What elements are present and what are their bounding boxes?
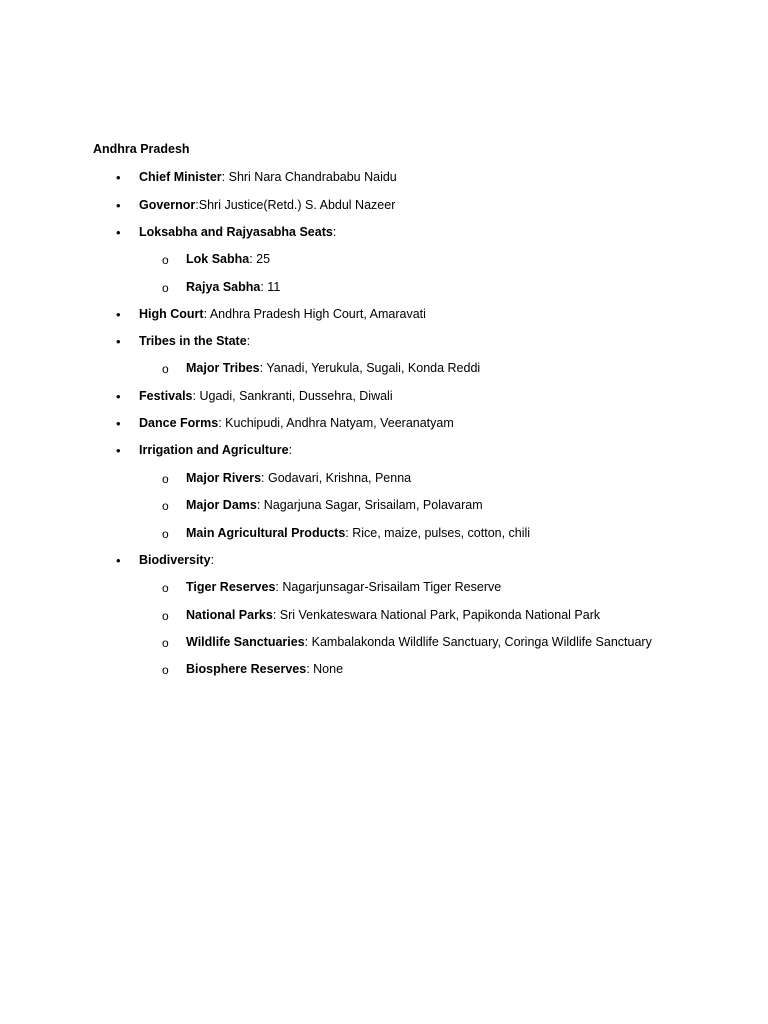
sub-list-item bbox=[162, 497, 483, 514]
list-item bbox=[116, 415, 454, 432]
circle-bullet-icon: o bbox=[162, 362, 169, 376]
list-item bbox=[116, 388, 393, 405]
bullet-icon: • bbox=[116, 553, 121, 568]
document-title: Andhra Pradesh bbox=[93, 142, 190, 156]
item-label: Major Tribes bbox=[186, 361, 260, 375]
bullet-icon: • bbox=[116, 170, 121, 185]
item-value: : Yanadi, Yerukula, Sugali, Konda Reddi bbox=[259, 361, 481, 375]
item-value: : None bbox=[306, 662, 344, 676]
sub-list-item bbox=[162, 525, 531, 542]
circle-bullet-icon: o bbox=[162, 527, 169, 541]
sub-list-item bbox=[162, 607, 601, 624]
list-item bbox=[116, 169, 397, 186]
bullet-icon: • bbox=[116, 225, 121, 240]
item-value: : bbox=[210, 553, 215, 567]
item-value: : Shri Nara Chandrababu Naidu bbox=[221, 170, 397, 184]
item-value: : Ugadi, Sankranti, Dussehra, Diwali bbox=[192, 389, 393, 403]
item-value: : Rice, maize, pulses, cotton, chili bbox=[345, 526, 531, 540]
item-label: Dance Forms bbox=[139, 416, 219, 430]
item-label: Chief Minister bbox=[139, 170, 222, 184]
item-label: Major Rivers bbox=[186, 471, 262, 485]
item-label: Festivals bbox=[139, 389, 193, 403]
item-value: : 25 bbox=[249, 252, 271, 266]
item-label: Tribes in the State bbox=[139, 334, 247, 348]
bullet-icon: • bbox=[116, 198, 121, 213]
item-value: :Shri Justice(Retd.) S. Abdul Nazeer bbox=[195, 198, 396, 212]
sub-list-item bbox=[162, 579, 502, 596]
sub-list-item bbox=[162, 661, 344, 678]
item-value: : Andhra Pradesh High Court, Amaravati bbox=[203, 307, 426, 321]
item-value: : Godavari, Krishna, Penna bbox=[261, 471, 412, 485]
list-item bbox=[116, 197, 396, 214]
bullet-icon: • bbox=[116, 416, 121, 431]
item-label: Main Agricultural Products bbox=[186, 526, 346, 540]
sub-list-item bbox=[162, 470, 412, 487]
circle-bullet-icon: o bbox=[162, 581, 169, 595]
item-label: Loksabha and Rajyasabha Seats bbox=[139, 225, 333, 239]
item-value: : Nagarjunsagar-Srisailam Tiger Reserve bbox=[275, 580, 502, 594]
item-label: Major Dams bbox=[186, 498, 257, 512]
circle-bullet-icon: o bbox=[162, 253, 169, 267]
item-label: Biosphere Reserves bbox=[186, 662, 307, 676]
item-value: : Kambalakonda Wildlife Sanctuary, Coringa Wildlife Sanctuary bbox=[304, 635, 652, 649]
item-label: Rajya Sabha bbox=[186, 280, 261, 294]
list-item bbox=[116, 552, 215, 569]
circle-bullet-icon: o bbox=[162, 663, 169, 677]
item-label: Wildlife Sanctuaries bbox=[186, 635, 305, 649]
bullet-icon: • bbox=[116, 307, 121, 322]
list-item bbox=[116, 333, 251, 350]
circle-bullet-icon: o bbox=[162, 609, 169, 623]
list-item bbox=[116, 442, 293, 459]
item-value: : Nagarjuna Sagar, Srisailam, Polavaram bbox=[256, 498, 483, 512]
item-label: Governor bbox=[139, 198, 196, 212]
circle-bullet-icon: o bbox=[162, 499, 169, 513]
bullet-icon: • bbox=[116, 334, 121, 349]
item-label: Irrigation and Agriculture bbox=[139, 443, 289, 457]
sub-list-item bbox=[162, 360, 481, 377]
item-label: National Parks bbox=[186, 608, 273, 622]
circle-bullet-icon: o bbox=[162, 636, 169, 650]
item-label: High Court bbox=[139, 307, 204, 321]
item-value: : bbox=[246, 334, 251, 348]
item-value: : bbox=[332, 225, 337, 239]
item-label: Lok Sabha bbox=[186, 252, 250, 266]
sub-list-item bbox=[162, 634, 652, 651]
list-item bbox=[116, 306, 426, 323]
item-label: Tiger Reserves bbox=[186, 580, 276, 594]
item-label: Biodiversity bbox=[139, 553, 211, 567]
circle-bullet-icon: o bbox=[162, 281, 169, 295]
list-item bbox=[116, 224, 337, 241]
circle-bullet-icon: o bbox=[162, 472, 169, 486]
item-value: : 11 bbox=[260, 280, 281, 294]
item-value: : Kuchipudi, Andhra Natyam, Veeranatyam bbox=[218, 416, 454, 430]
item-value: : bbox=[288, 443, 293, 457]
sub-list-item bbox=[162, 279, 281, 296]
item-value: : Sri Venkateswara National Park, Papikonda National Park bbox=[272, 608, 601, 622]
bullet-icon: • bbox=[116, 389, 121, 404]
sub-list-item bbox=[162, 251, 271, 268]
bullet-icon: • bbox=[116, 443, 121, 458]
